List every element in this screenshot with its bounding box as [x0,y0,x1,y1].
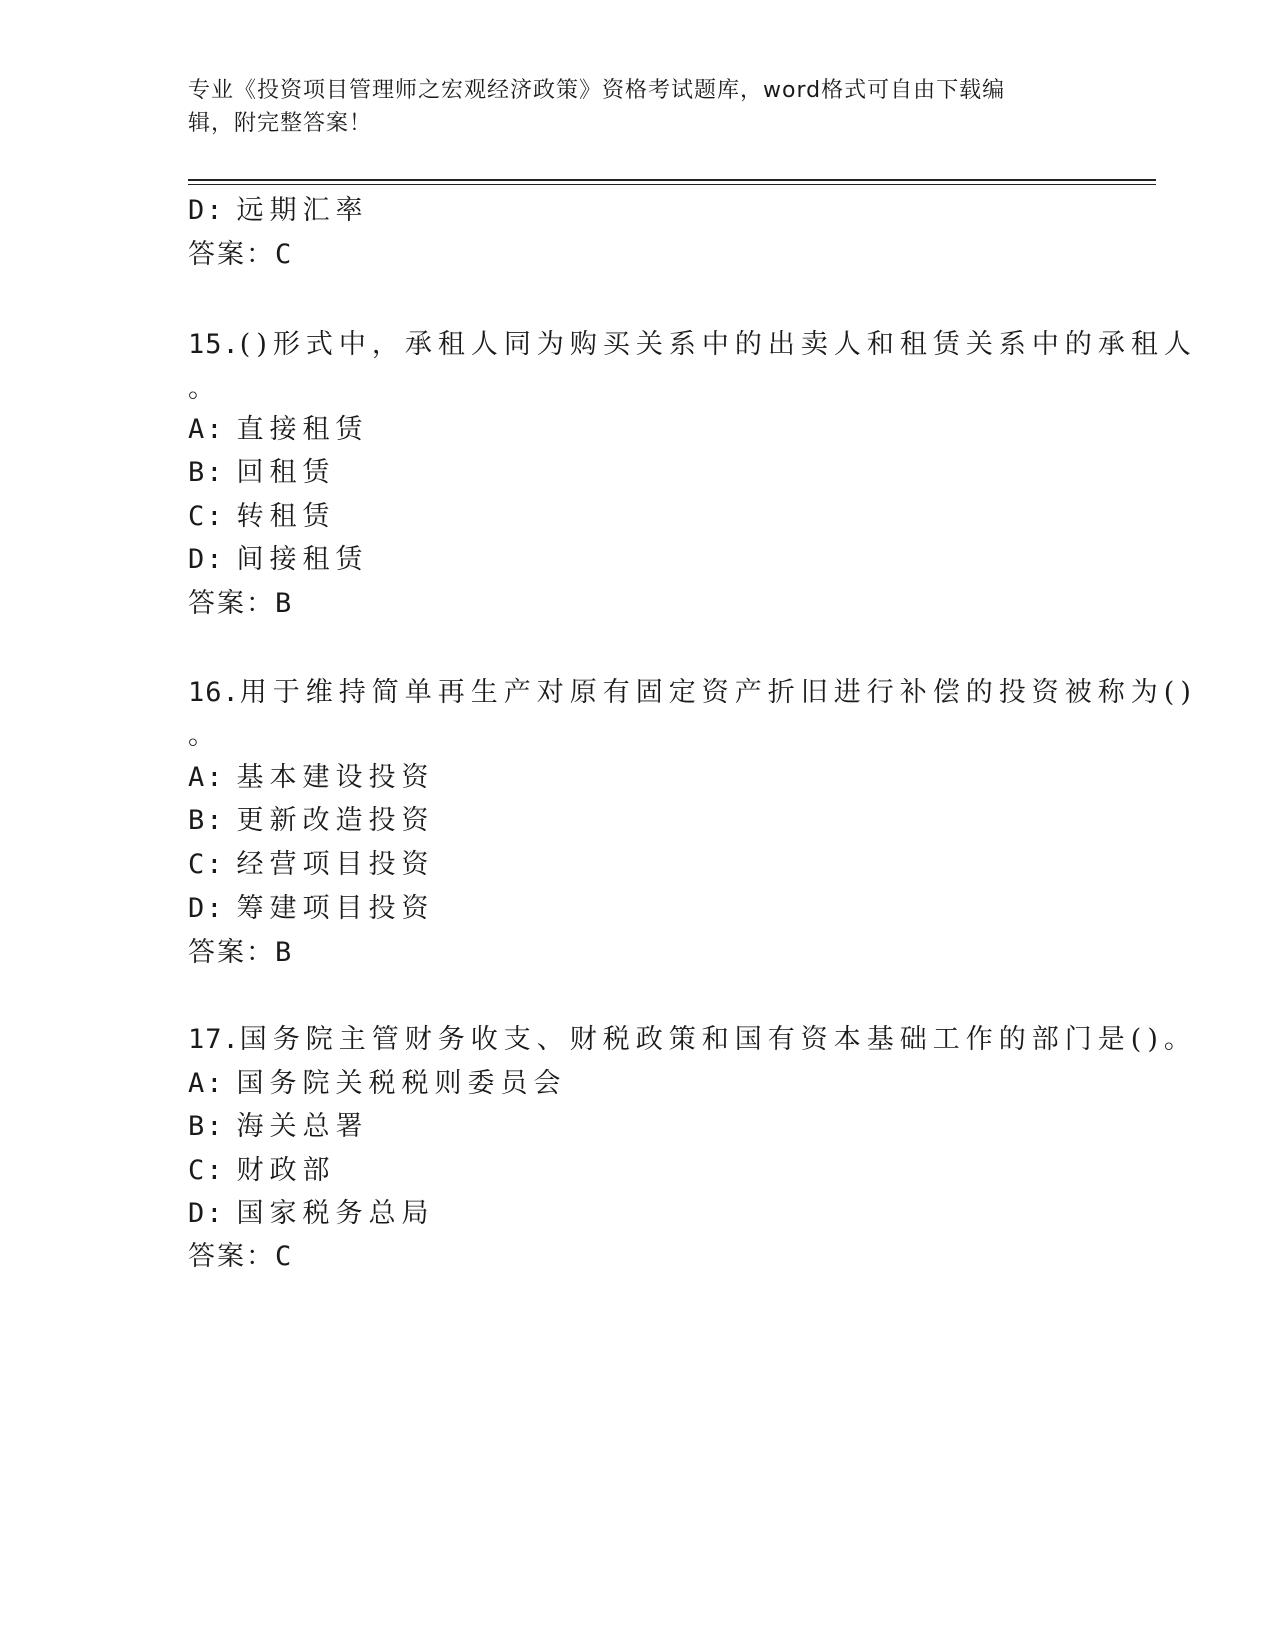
prev-option-d [188,194,369,228]
option-text: 财政部 [236,1155,336,1186]
option-text: 经营项目投资 [236,849,435,880]
option-text: 更新改造投资 [236,805,435,836]
question-16 [188,676,1197,710]
option-label: A: [188,414,225,445]
header-line-1: 专业《投资项目管理师之宏观经济政策》资格考试题库，word格式可自由下载编 [188,78,1006,103]
option-label: C: [188,1155,225,1186]
question-17-answer [188,1240,293,1274]
question-text: ()形式中，承租人同为购买关系中的出卖人和租赁关系中的承租人 [239,329,1197,360]
question-16-option-b [188,804,435,838]
option-label: B: [188,457,225,488]
question-15-continuation: 。 [188,373,221,404]
answer-value: B [275,937,294,968]
question-15-option-d [188,543,369,577]
question-16-option-a [188,761,435,795]
option-text: 海关总署 [236,1111,369,1142]
question-15-option-a [188,413,369,447]
option-text: 远期汇率 [236,195,369,226]
option-text: 回租赁 [236,457,336,488]
header-divider [188,179,1156,181]
answer-value: B [275,588,294,619]
question-15-answer [188,587,293,621]
option-label: D: [188,544,225,575]
question-17-option-a [188,1067,567,1101]
question-17-option-d [188,1197,435,1231]
question-17 [188,1023,1197,1057]
answer-label: 答案： [188,239,275,270]
option-text: 转租赁 [236,501,336,532]
question-16-answer [188,936,293,970]
option-text: 国家税务总局 [236,1198,435,1229]
question-15 [188,328,1197,362]
question-number: 15. [188,329,240,360]
question-number: 16. [188,677,240,708]
option-text: 直接租赁 [236,414,369,445]
question-15-option-b [188,456,336,490]
header-divider-thin [188,184,1156,185]
question-17-option-b [188,1110,369,1144]
question-number: 17. [188,1024,240,1055]
option-label: B: [188,805,225,836]
option-label: D: [188,1198,225,1229]
option-label: C: [188,849,225,880]
prev-answer [188,238,293,272]
option-label: D: [188,195,225,226]
option-text: 筹建项目投资 [236,893,435,924]
question-text: 国务院主管财务收支、财税政策和国有资本基础工作的部门是()。 [239,1024,1197,1055]
option-text: 国务院关税税则委员会 [236,1068,567,1099]
question-text: 用于维持简单再生产对原有固定资产折旧进行补偿的投资被称为() [239,677,1197,708]
answer-label: 答案： [188,1241,275,1272]
option-label: C: [188,501,225,532]
option-text: 间接租赁 [236,544,369,575]
option-text: 基本建设投资 [236,762,435,793]
document-header [188,74,1068,140]
question-16-continuation: 。 [188,720,221,751]
answer-value: C [275,1241,294,1272]
option-label: A: [188,762,225,793]
answer-value: C [275,239,294,270]
option-label: A: [188,1068,225,1099]
question-16-option-c [188,848,435,882]
option-label: B: [188,1111,225,1142]
answer-label: 答案： [188,588,275,619]
question-16-option-d [188,892,435,926]
option-label: D: [188,893,225,924]
header-line-2: 辑，附完整答案！ [188,111,373,136]
question-15-option-c [188,500,336,534]
answer-label: 答案： [188,937,275,968]
question-17-option-c [188,1154,336,1188]
